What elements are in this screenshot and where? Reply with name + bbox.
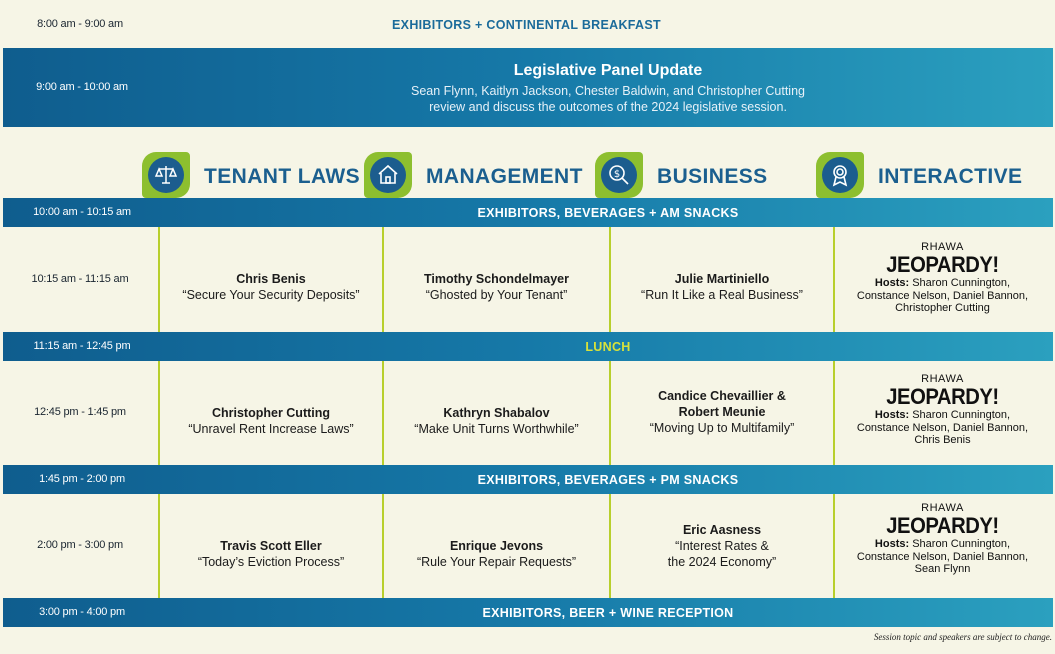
topic: “Make Unit Turns Worthwhile”: [414, 422, 579, 436]
hosts: Chris Benis: [914, 434, 971, 446]
track-title: INTERACTIVE: [878, 165, 1023, 188]
topic: “Secure Your Security Deposits”: [182, 288, 360, 302]
track-title: BUSINESS: [657, 165, 768, 188]
jeopardy-cell: [835, 373, 1050, 447]
panel-desc-line1: Sean Flynn, Kaitlyn Jackson, Chester Baldwin, and Christopher Cutting: [411, 84, 805, 98]
speaker: Eric Aasness: [682, 523, 762, 537]
house-icon: [376, 163, 400, 187]
breakfast-label: EXHIBITORS + CONTINENTAL BREAKFAST: [392, 18, 661, 32]
session-cell: [160, 538, 382, 570]
session-cell: [384, 405, 609, 437]
org-label: RHAWA: [921, 241, 964, 253]
time-slot: 2:00 pm - 3:00 pm: [37, 539, 123, 551]
svg-text:$: $: [613, 169, 621, 180]
speaker: Julie Martiniello: [674, 272, 770, 286]
award-ribbon-icon: [828, 163, 852, 187]
session-cell: [611, 388, 833, 436]
topic: “Run It Like a Real Business”: [641, 288, 803, 302]
topic: “Today’s Eviction Process”: [197, 555, 345, 569]
topic: “Ghosted by Your Tenant”: [425, 288, 568, 302]
panel-title: Legislative Panel Update: [513, 62, 703, 79]
break-band: [3, 465, 1053, 494]
time-slot: 1:45 pm - 2:00 pm: [39, 473, 125, 485]
hosts: Constance Nelson, Daniel Bannon,: [856, 421, 1029, 434]
break-band: [3, 198, 1053, 227]
speaker: Chris Benis: [236, 272, 306, 286]
topic: the 2024 Economy”: [667, 555, 777, 569]
topic: “Rule Your Repair Requests”: [416, 555, 577, 569]
hosts: Constance Nelson, Daniel Bannon,: [856, 289, 1029, 302]
topic: “Interest Rates &: [675, 539, 769, 553]
band-label: EXHIBITORS, BEVERAGES + PM SNACKS: [477, 473, 739, 487]
band-label: EXHIBITORS, BEVERAGES + AM SNACKS: [477, 206, 739, 220]
hosts: Hosts: Sharon Cunnington,: [874, 409, 1011, 421]
panel-desc-line2: review and discuss the outcomes of the 2024 legislative session.: [429, 100, 787, 114]
speaker: Candice Chevaillier &: [658, 389, 786, 403]
hosts: Hosts: Sharon Cunnington,: [874, 277, 1011, 289]
magnifier-dollar-icon: [607, 163, 631, 187]
band-label: LUNCH: [585, 340, 631, 354]
time-slot: 12:45 pm - 1:45 pm: [34, 406, 126, 418]
session-cell: [160, 405, 382, 437]
session-cell: [384, 271, 609, 303]
hosts: Christopher Cutting: [895, 302, 990, 314]
time-slot: 10:00 am - 10:15 am: [33, 206, 131, 218]
time-slot: 9:00 am - 10:00 am: [36, 81, 128, 93]
speaker: Travis Scott Eller: [220, 539, 322, 553]
speaker: Christopher Cutting: [211, 406, 331, 420]
session-cell: [384, 538, 609, 570]
jeopardy-title: JEOPARDY!: [886, 513, 999, 538]
speaker: Timothy Schondelmayer: [424, 272, 569, 286]
session-cell: [160, 271, 382, 303]
session-cell: [611, 271, 833, 303]
badge: [142, 152, 190, 198]
speaker: Robert Meunie: [678, 405, 766, 419]
lunch-band: [3, 332, 1053, 361]
speaker: Kathryn Shabalov: [443, 406, 550, 420]
hosts: Constance Nelson, Daniel Bannon,: [856, 550, 1029, 563]
time-slot: 8:00 am - 9:00 am: [37, 18, 123, 30]
legislative-panel-band: [3, 48, 1053, 127]
org-label: RHAWA: [921, 373, 964, 385]
org-label: RHAWA: [921, 502, 964, 514]
time-slot: 10:15 am - 11:15 am: [31, 273, 129, 285]
badge: [816, 152, 864, 198]
jeopardy-title: JEOPARDY!: [886, 252, 999, 277]
time-slot: 11:15 am - 12:45 pm: [33, 340, 131, 352]
scales-icon: [154, 163, 178, 187]
jeopardy-cell: [835, 241, 1050, 315]
badge: [595, 152, 643, 198]
hosts: Hosts: Sharon Cunnington,: [874, 538, 1011, 550]
jeopardy-cell: [835, 502, 1050, 576]
track-title: TENANT LAWS: [204, 165, 361, 188]
badge: [364, 152, 412, 198]
topic: “Unravel Rent Increase Laws”: [188, 422, 354, 436]
hosts: Sean Flynn: [914, 563, 971, 575]
topic: “Moving Up to Multifamily”: [649, 421, 795, 435]
panel-content: [163, 62, 1053, 115]
footnote: Session topic and speakers are subject to change.: [873, 632, 1052, 642]
band-label: EXHIBITORS, BEER + WINE RECEPTION: [482, 606, 734, 620]
time-slot: 3:00 pm - 4:00 pm: [39, 606, 125, 618]
speaker: Enrique Jevons: [449, 539, 544, 553]
reception-band: [3, 598, 1053, 627]
track-title: MANAGEMENT: [426, 165, 583, 188]
session-cell: [611, 522, 833, 570]
jeopardy-title: JEOPARDY!: [886, 384, 999, 409]
